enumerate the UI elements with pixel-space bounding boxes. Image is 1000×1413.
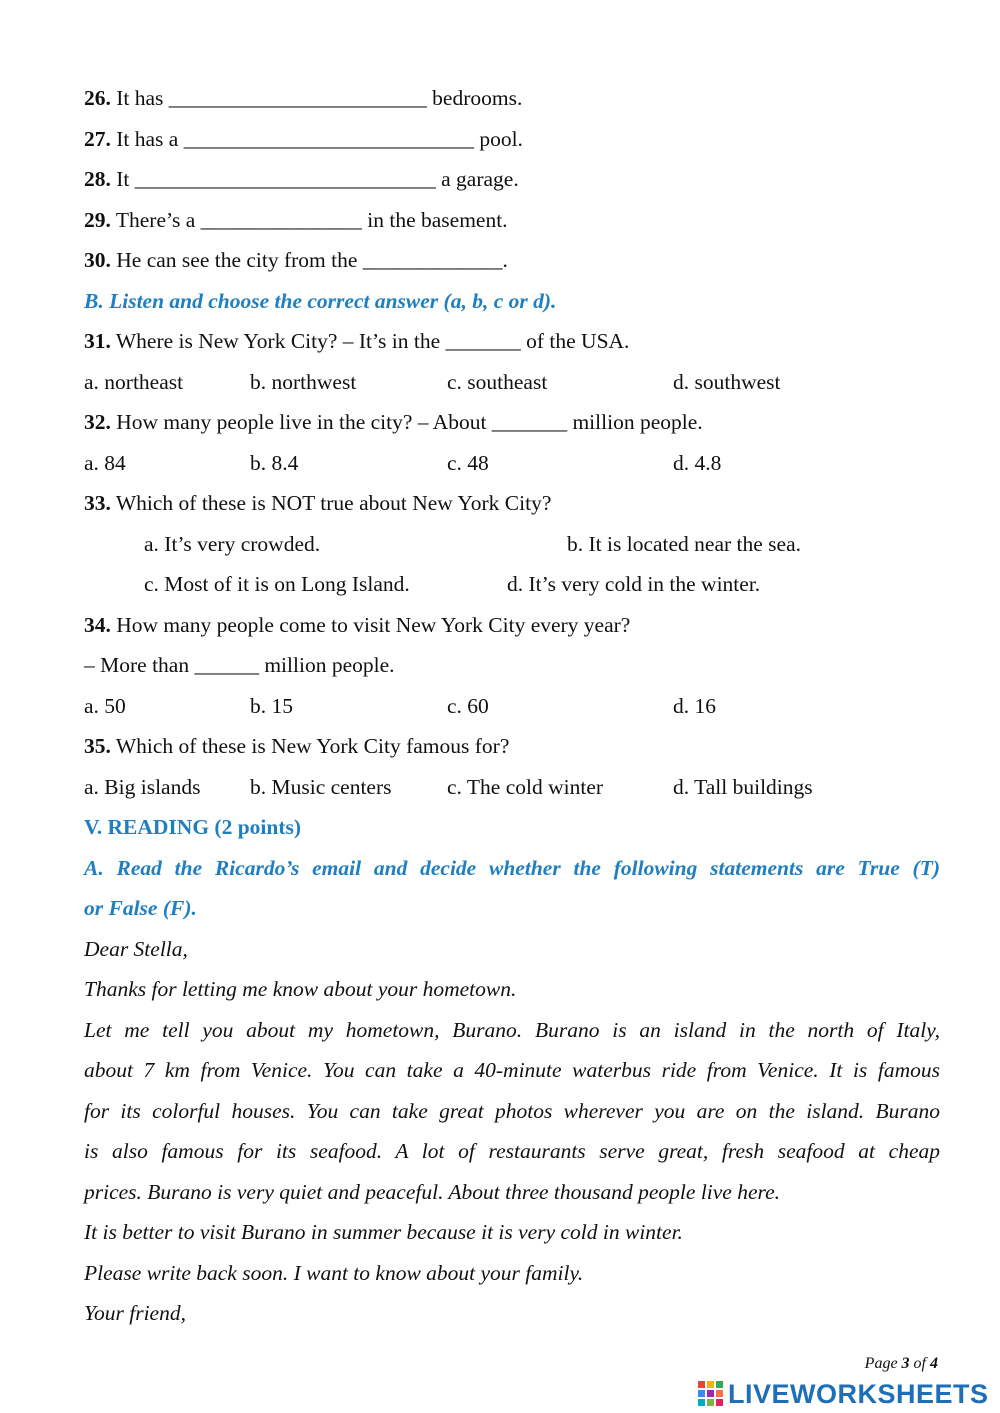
email-closing: Your friend, (84, 1301, 186, 1325)
question-34: 34. How many people come to visit New York City every year? (84, 613, 631, 637)
question-26: 26. It has ________________________ bedrooms. (84, 86, 523, 110)
email-paragraph-line-3: for its colorful houses. You can take great photos wherever you are on the island. Burano (84, 1099, 940, 1123)
email-paragraph-line-4: is also famous for its seafood. A lot of restaurants serve great, fresh seafood at cheap (84, 1139, 940, 1163)
q33-option-d: d. It’s very cold in the winter. (507, 572, 761, 596)
q31-option-b: b. northwest (250, 370, 357, 394)
email-write-back-line: Please write back soon. I want to know about your family. (84, 1261, 584, 1285)
q32-option-d: d. 4.8 (673, 451, 722, 475)
question-28: 28. It ____________________________ a garage. (84, 167, 519, 191)
question-33: 33. Which of these is NOT true about New York City? (84, 491, 552, 515)
liveworksheets-logo[interactable] (698, 1378, 989, 1410)
q35-option-b: b. Music centers (250, 775, 392, 799)
q32-option-a: a. 84 (84, 451, 126, 475)
q33-option-b: b. It is located near the sea. (567, 532, 802, 556)
q31-option-a: a. northeast (84, 370, 184, 394)
email-intro-line: Thanks for letting me know about your hometown. (84, 977, 517, 1001)
question-32: 32. How many people live in the city? – About _______ million people. (84, 410, 703, 434)
question-27: 27. It has a ___________________________ pool. (84, 127, 523, 151)
reading-instruction-line-2: or False (F). (84, 896, 197, 920)
question-29: 29. There’s a _______________ in the basement. (84, 208, 508, 232)
question-31: 31. Where is New York City? – It’s in the _______ of the USA. (84, 329, 630, 353)
email-paragraph-line-5: prices. Burano is very quiet and peaceful. About three thousand people live here. (84, 1180, 780, 1204)
email-paragraph-line-1: Let me tell you about my hometown, Burano. Burano is an island in the north of Italy, (84, 1018, 940, 1042)
q34-option-d: d. 16 (673, 694, 716, 718)
q35-option-d: d. Tall buildings (673, 775, 813, 799)
question-35: 35. Which of these is New York City famous for? (84, 734, 510, 758)
email-greeting: Dear Stella, (84, 937, 188, 961)
email-summer-line: It is better to visit Burano in summer because it is very cold in winter. (84, 1220, 683, 1244)
q32-option-b: b. 8.4 (250, 451, 299, 475)
page-number: Page 3 of 4 (864, 1355, 938, 1372)
reading-section-title: V. READING (2 points) (84, 815, 302, 839)
q32-option-c: c. 48 (447, 451, 489, 475)
q34-option-a: a. 50 (84, 694, 126, 718)
q35-option-a: a. Big islands (84, 775, 201, 799)
q35-option-c: c. The cold winter (447, 775, 604, 799)
q31-option-d: d. southwest (673, 370, 781, 394)
q33-option-c: c. Most of it is on Long Island. (144, 572, 410, 596)
q33-option-a: a. It’s very crowded. (144, 532, 321, 556)
section-b-heading: B. Listen and choose the correct answer (a, b, c or d). (84, 289, 557, 313)
liveworksheets-logo-icon (698, 1381, 724, 1407)
q31-option-c: c. southeast (447, 370, 548, 394)
liveworksheets-logo-text: LIVEWORKSHEETS (728, 1378, 989, 1409)
q34-option-c: c. 60 (447, 694, 489, 718)
q34-option-b: b. 15 (250, 694, 293, 718)
email-paragraph-line-2: about 7 km from Venice. You can take a 40-minute waterbus ride from Venice. It is famous (84, 1058, 940, 1082)
reading-instruction-line-1: A. Read the Ricardo’s email and decide whether the following statements are True (T) (84, 856, 940, 880)
question-34-answer-line: – More than ______ million people. (84, 653, 395, 677)
question-30: 30. He can see the city from the _____________. (84, 248, 508, 272)
